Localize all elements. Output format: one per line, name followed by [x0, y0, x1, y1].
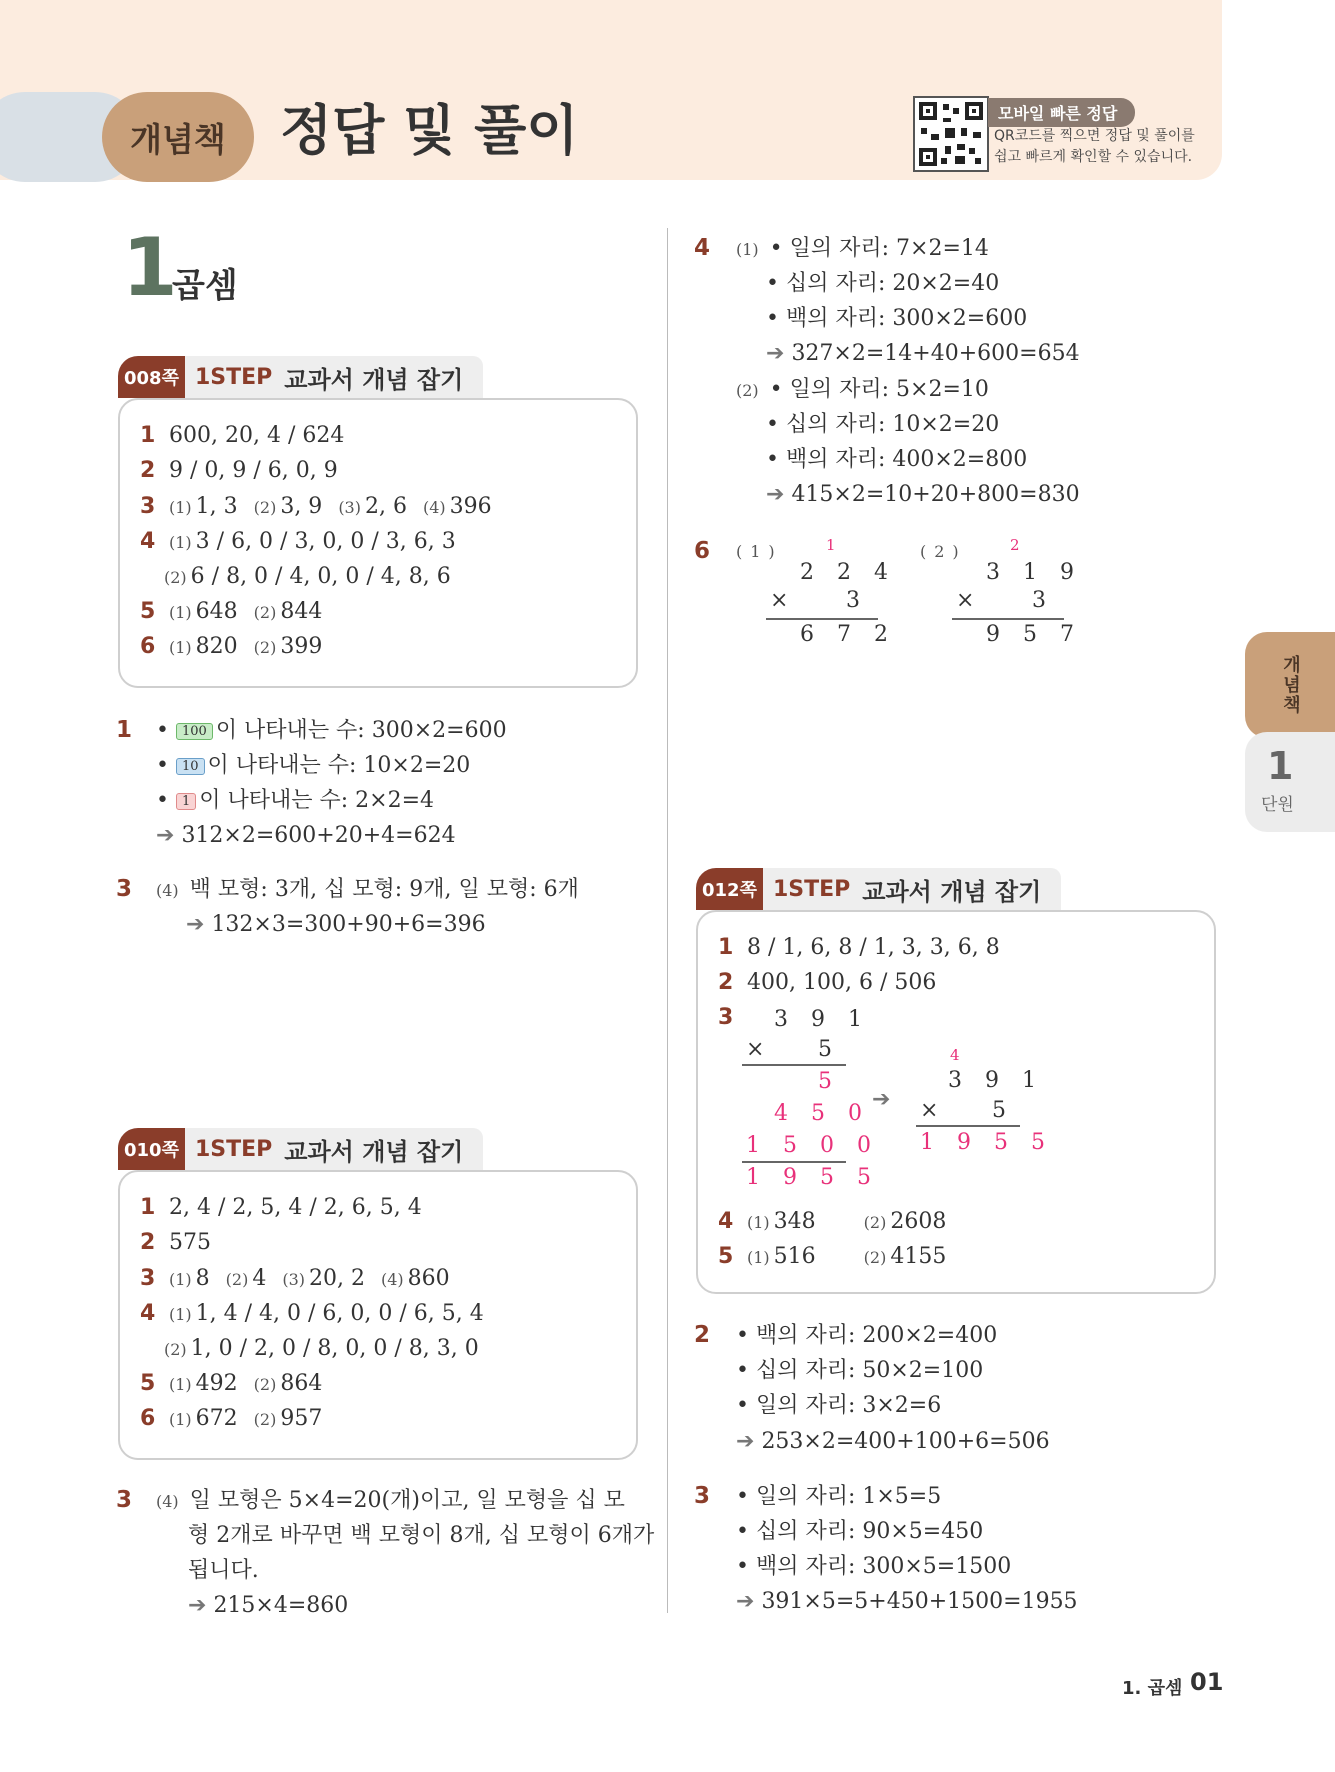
answer-row: 2 9 / 0, 9 / 6, 0, 9 — [140, 458, 338, 483]
answer-row: 5 (1) 492 (2) 864 — [140, 1371, 323, 1396]
vertical-multiplication-3b: 4 3 9 1 × 5 1 9 5 5 — [912, 1046, 1032, 1156]
arrow-icon: ➔ — [188, 1593, 207, 1618]
step-title: 교과서 개념 잡기 — [284, 1137, 464, 1166]
answer-row: 2 575 — [140, 1230, 211, 1255]
explanation-line: ➔ 215×4=860 — [188, 1593, 349, 1618]
qr-description — [994, 126, 1224, 168]
explanation-line: ➔ 312×2=600+20+4=624 — [156, 823, 456, 848]
explanation-line: • 십의 자리: 50×2=100 — [736, 1358, 984, 1383]
explanation-line: • 백의 자리: 200×2=400 — [736, 1323, 998, 1348]
explanation-number: 3 — [116, 876, 133, 902]
answer-row: 2 400, 100, 6 / 506 — [718, 970, 937, 995]
step-page: 008쪽 — [118, 356, 185, 398]
footer-page-number: 01 — [1190, 1668, 1224, 1696]
explanation-line: ➔ 391×5=5+450+1500=1955 — [736, 1589, 1078, 1614]
explanation-line: • 백의 자리: 400×2=800 — [766, 447, 1028, 472]
explanation-number: 4 — [694, 235, 711, 261]
arrow-icon: ➔ — [156, 823, 175, 848]
explanation-line: • 십의 자리: 90×5=450 — [736, 1519, 984, 1544]
explanation-line: • 일의 자리: 3×2=6 — [736, 1393, 942, 1418]
book-tag: 개념책 — [102, 92, 254, 182]
answer-row: 4 (1) 348 (2) 2608 — [718, 1209, 947, 1234]
vertical-multiplication-2: (2) 2 3 1 9 × 3 9 5 7 — [920, 536, 1082, 647]
explanation-line: (2) • 일의 자리: 5×2=10 — [736, 377, 989, 402]
answer-row: 4 (1) 1, 4 / 4, 0 / 6, 0, 0 / 6, 5, 4 — [140, 1301, 484, 1326]
answer-row: 1 8 / 1, 6, 8 / 1, 3, 3, 6, 8 — [718, 935, 1000, 960]
answer-row: 6 (1) 820 (2) 399 — [140, 634, 323, 659]
answer-row: 3 (1) 8 (2) 4 (3) 20, 2 (4) 860 — [140, 1266, 450, 1291]
step-label: 1STEP — [194, 364, 273, 390]
answer-row: 1 600, 20, 4 / 624 — [140, 423, 345, 448]
answer-row: 3 (1) 1, 3 (2) 3, 9 (3) 2, 6 (4) 396 — [140, 494, 492, 519]
answer-row: (2) 1, 0 / 2, 0 / 8, 0, 0 / 8, 3, 0 — [164, 1336, 479, 1361]
qr-label: 모바일 빠른 정답 — [988, 98, 1135, 127]
answer-row: 4 (1) 3 / 6, 0 / 3, 0, 0 / 3, 6, 3 — [140, 529, 456, 554]
step-bar — [763, 868, 1061, 910]
side-tab-unit[interactable] — [1245, 732, 1335, 832]
arrow-icon: ➔ — [186, 912, 205, 937]
arrow-icon: ➔ — [736, 1589, 755, 1614]
explanation-number: 1 — [116, 717, 133, 743]
side-tab-book[interactable]: 개념책 — [1245, 632, 1335, 738]
vertical-multiplication-3a: 3 9 1 × 5 5 4 5 0 1 5 0 0 1 9 5 5 — [738, 1005, 858, 1195]
explanation-line: • 십의 자리: 10×2=20 — [766, 412, 1000, 437]
explanation-line: • 백의 자리: 300×2=600 — [766, 306, 1028, 331]
explanation-line: (1) • 일의 자리: 7×2=14 — [736, 236, 989, 261]
explanation-line: • 십의 자리: 20×2=40 — [766, 271, 1000, 296]
explanation-line: ➔ 132×3=300+90+6=396 — [186, 912, 486, 937]
step-title: 교과서 개념 잡기 — [284, 365, 464, 394]
arrow-icon: ➔ — [766, 341, 785, 366]
step-tab-012 — [696, 868, 1061, 910]
step-bar — [185, 1128, 483, 1170]
explanation-line: ➔ 327×2=14+40+600=654 — [766, 341, 1080, 366]
step-tab-010 — [118, 1128, 483, 1170]
step-label: 1STEP — [194, 1136, 273, 1162]
qr-code-icon[interactable] — [913, 96, 989, 172]
qr-desc-line2: 쉽고 빠르게 확인할 수 있습니다. — [994, 149, 1193, 165]
explanation-line: • 10 이 나타내는 수: 10×2=20 — [156, 753, 471, 778]
explanation-number: 3 — [116, 1487, 133, 1513]
qr-desc-line1: QR코드를 찍으면 정답 및 풀이를 — [994, 128, 1195, 144]
vertical-multiplication-1: (1) 1 2 2 4 × 3 6 7 2 — [736, 536, 896, 647]
arrow-icon: ➔ — [766, 482, 785, 507]
explanation-line: • 100 이 나타내는 수: 300×2=600 — [156, 718, 507, 743]
answer-row: 5 (1) 516 (2) 4155 — [718, 1244, 947, 1269]
side-unit-number: 1 — [1267, 744, 1294, 788]
footer-chapter: 1. 곱셈 — [1122, 1678, 1183, 1699]
explanation-line: ➔ 415×2=10+20+800=830 — [766, 482, 1080, 507]
column-divider — [667, 228, 668, 1613]
step-title: 교과서 개념 잡기 — [862, 877, 1042, 906]
explanation-number: 6 — [694, 538, 711, 564]
chapter-number: 1 — [122, 221, 178, 314]
explanation-line: • 백의 자리: 300×5=1500 — [736, 1554, 1012, 1579]
ten-block-icon: 10 — [176, 758, 205, 775]
explanation-line: (4) 일 모형은 5×4=20(개)이고, 일 모형을 십 모 — [156, 1488, 625, 1513]
arrow-icon: ➔ — [872, 1087, 891, 1112]
page-title: 정답 및 풀이 — [280, 99, 579, 162]
arrow-icon: ➔ — [736, 1429, 755, 1454]
step-tab-008 — [118, 356, 483, 398]
explanation-line: 형 2개로 바꾸면 백 모형이 8개, 십 모형이 6개가 — [188, 1523, 655, 1548]
explanation-line: 됩니다. — [188, 1558, 259, 1583]
step-page: 012쪽 — [696, 868, 763, 910]
explanation-line: ➔ 253×2=400+100+6=506 — [736, 1429, 1050, 1454]
answer-row: 1 2, 4 / 2, 5, 4 / 2, 6, 5, 4 — [140, 1195, 422, 1220]
explanation-number: 3 — [694, 1483, 711, 1509]
side-unit-label: 단원 — [1261, 795, 1294, 815]
answer-row: 5 (1) 648 (2) 844 — [140, 599, 323, 624]
answer-row: 3 — [718, 1005, 734, 1030]
answer-row: (2) 6 / 8, 0 / 4, 0, 0 / 4, 8, 6 — [164, 564, 451, 589]
explanation-number: 2 — [694, 1322, 711, 1348]
hundred-block-icon: 100 — [176, 723, 213, 740]
one-block-icon: 1 — [176, 793, 196, 810]
step-bar — [185, 356, 483, 398]
explanation-line: (4) 백 모형: 3개, 십 모형: 9개, 일 모형: 6개 — [156, 877, 579, 902]
answer-row: 6 (1) 672 (2) 957 — [140, 1406, 323, 1431]
chapter-title: 곱셈 — [172, 266, 238, 306]
explanation-line: • 일의 자리: 1×5=5 — [736, 1484, 942, 1509]
step-label: 1STEP — [772, 876, 851, 902]
explanation-line: • 1 이 나타내는 수: 2×2=4 — [156, 788, 435, 813]
step-page: 010쪽 — [118, 1128, 185, 1170]
